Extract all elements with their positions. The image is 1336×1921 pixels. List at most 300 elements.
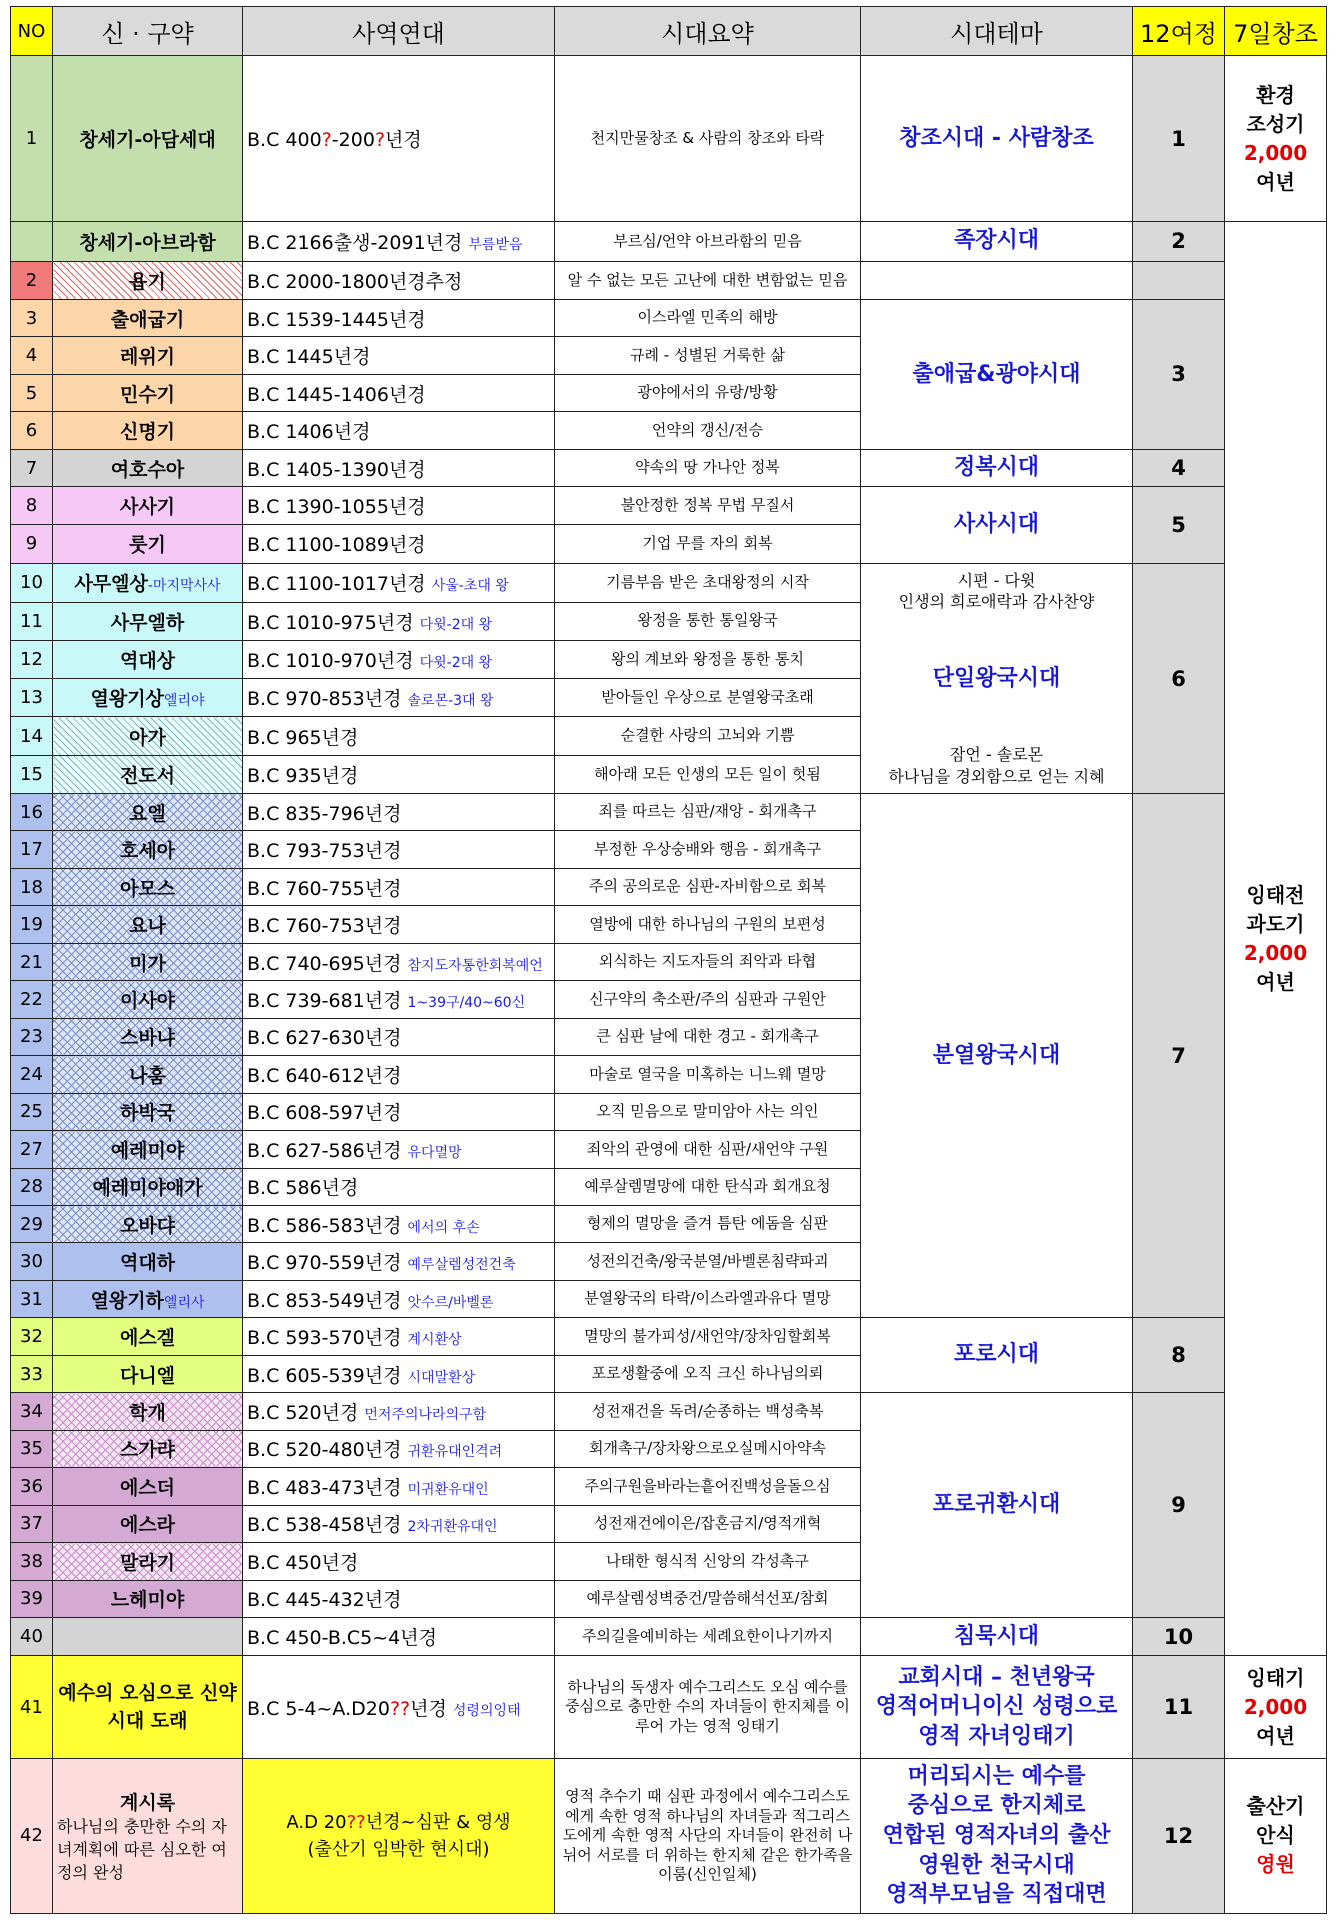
table-row: [11, 300, 1327, 337]
date-text: B.C 1539-1445년경: [247, 308, 426, 331]
table-row: [11, 794, 1327, 831]
summary-cell: 불안정한 정복 무법 무질서: [555, 487, 861, 524]
creation-birth-3: 영원: [1256, 1852, 1295, 1877]
date-text: B.C 1010-975년경: [247, 611, 414, 634]
book-name: 열왕기하: [90, 1289, 164, 1312]
book-cell: [53, 1758, 243, 1913]
summary-cell: 하나님의 독생자 예수그리스도 오심 예수를 중심으로 충만한 수의 자녀들이 한지체를 이루어 가는 영적 잉태기: [555, 1656, 861, 1758]
row-number: 30: [11, 1243, 53, 1280]
book-name: 룻기: [129, 534, 166, 557]
date-text: B.C 608-597년경: [247, 1102, 402, 1125]
book-cell: [53, 1355, 243, 1392]
date-cell: [243, 1580, 555, 1617]
book-cell: [53, 449, 243, 486]
book-cell: [53, 300, 243, 337]
header-row: [11, 7, 1327, 56]
creation-pre-2: 과도기: [1246, 911, 1305, 936]
creation-cell: [1225, 222, 1327, 1656]
creation-preg-1: 잉태기: [1246, 1665, 1305, 1690]
date-text: B.C 450년경: [247, 1551, 359, 1574]
date-text: B.C 627-630년경: [247, 1027, 402, 1050]
date-note: 다윗-2대 왕: [419, 616, 493, 633]
book-cell: [53, 1656, 243, 1758]
date-cell: [243, 374, 555, 411]
book-name: 에스더: [119, 1476, 176, 1499]
book-name: 예레미야애가: [92, 1177, 203, 1200]
date-cell: [243, 602, 555, 640]
book-name: 말라기: [119, 1551, 176, 1574]
date-text: B.C 970-559년경: [247, 1252, 402, 1275]
date-cell: [243, 222, 555, 261]
book-cell: [53, 374, 243, 411]
book-name: 오바댜: [119, 1214, 176, 1237]
theme-creation: 창조시대 - 사람창조: [899, 125, 1094, 151]
theme-silence: 침묵시대: [953, 1623, 1039, 1649]
date-cell: [243, 1318, 555, 1355]
book-cell: [53, 1018, 243, 1055]
date-cell: [243, 524, 555, 563]
book-cell: [53, 524, 243, 563]
header-summary: 시대요약: [555, 7, 861, 56]
book-name: 신명기: [119, 421, 176, 444]
date-text-2: (출산기 임박한 현시대): [307, 1838, 490, 1860]
journey-cell: 1: [1133, 56, 1225, 222]
book-cell: [53, 1393, 243, 1430]
theme-return: 포로귀환시대: [932, 1492, 1061, 1518]
summary-cell: 성전의건축/왕국분열/바벨론침략파괴: [555, 1243, 861, 1280]
theme-cell: [861, 564, 1133, 794]
date-text: B.C 2000-1800년경추정: [247, 270, 463, 293]
date-text: B.C 640-612년경: [247, 1064, 402, 1087]
book-name: 아가: [129, 726, 166, 749]
summary-cell: 기업 무를 자의 회복: [555, 524, 861, 563]
book-name: 학개: [129, 1401, 166, 1424]
row-number: 6: [11, 412, 53, 449]
book-cell: [53, 717, 243, 755]
summary-cell: 부정한 우상숭배와 행음 - 회개촉구: [555, 831, 861, 868]
book-cell: [53, 1505, 243, 1542]
book-name: 느헤미야: [110, 1589, 185, 1612]
summary-cell: 해아래 모든 인생의 모든 일이 헛됨: [555, 755, 861, 793]
book-cell: [53, 1543, 243, 1580]
book-cell: [53, 1617, 243, 1655]
theme-psalms-desc: 인생의 희로애락과 감사찬양: [898, 592, 1095, 612]
journey-cell: 8: [1133, 1318, 1225, 1393]
book-name: 역대하: [119, 1252, 176, 1275]
date-text: B.C 1100-1089년경: [247, 534, 426, 557]
date-cell: [243, 906, 555, 943]
theme-cell: [861, 1758, 1133, 1913]
date-cell: [243, 449, 555, 486]
book-name: 예수의 오심으로 신약시대 도래: [58, 1681, 237, 1733]
theme-cell: [861, 261, 1133, 299]
date-text: B.C 627-586년경: [247, 1139, 402, 1162]
table-row: [11, 1318, 1327, 1355]
theme-psalms: 시편 - 다윗: [957, 570, 1036, 590]
summary-cell: 순결한 사랑의 고뇌와 기쁨: [555, 717, 861, 755]
date-text: B.C 593-570년경: [247, 1327, 402, 1350]
date-text: B.C 400?-200?년경: [247, 129, 422, 152]
row-number: 29: [11, 1206, 53, 1243]
date-cell: [243, 1468, 555, 1505]
date-text: B.C 450-B.C5~4년경: [247, 1627, 437, 1650]
book-cell: [53, 1206, 243, 1243]
date-cell: [243, 1656, 555, 1758]
row-number: 33: [11, 1355, 53, 1392]
theme-church-2: 영적어머니이신 성령으로: [875, 1694, 1118, 1720]
summary-cell: 큰 심판 날에 대한 경고 - 회개촉구: [555, 1018, 861, 1055]
summary-cell: 멸망의 불가피성/새언약/장차임할회복: [555, 1318, 861, 1355]
date-cell: [243, 1243, 555, 1280]
row-number: 38: [11, 1543, 53, 1580]
summary-cell: 왕정을 통한 통일왕국: [555, 602, 861, 640]
date-text: B.C 483-473년경: [247, 1476, 402, 1499]
theme-final-1: 머리되시는 예수를: [907, 1763, 1086, 1789]
creation-preg-suffix: 여년: [1256, 1723, 1295, 1748]
row-number: [11, 222, 53, 261]
creation-env-years: 2,000: [1243, 140, 1308, 165]
book-name: 창세기-아브라함: [79, 231, 216, 254]
book-cell: [53, 1131, 243, 1168]
journey-cell: 3: [1133, 300, 1225, 450]
date-cell: [243, 1018, 555, 1055]
summary-cell: 죄악의 관영에 대한 심판/새언약 구원: [555, 1131, 861, 1168]
creation-pre-years: 2,000: [1243, 940, 1308, 965]
summary-cell: 알 수 없는 모든 고난에 대한 변함없는 믿음: [555, 261, 861, 299]
date-note: 앗수르/바벨론: [407, 1294, 494, 1311]
date-text: B.C 740-695년경: [247, 952, 402, 975]
date-note: 사울-초대 왕: [431, 578, 509, 595]
header-theme: 시대테마: [861, 7, 1133, 56]
theme-church-3: 영적 자녀잉태기: [918, 1723, 1075, 1749]
row-number: 9: [11, 524, 53, 563]
theme-cell: [861, 222, 1133, 261]
date-note: 부름받음: [468, 236, 523, 253]
creation-cell: [1225, 56, 1327, 222]
book-cell: [53, 1318, 243, 1355]
row-number: 14: [11, 717, 53, 755]
book-name: 요엘: [129, 802, 166, 825]
journey-cell: 6: [1133, 564, 1225, 794]
date-text: B.C 1445-1406년경: [247, 383, 426, 406]
book-description: 하나님의 충만한 수의 자녀계획에 따른 심오한 여정의 완성: [57, 1816, 227, 1882]
date-text: B.C 970-853년경: [247, 688, 402, 711]
row-number: 18: [11, 868, 53, 905]
date-cell: [243, 1617, 555, 1655]
book-name: 스가랴: [119, 1439, 176, 1462]
theme-cell: [861, 794, 1133, 1318]
date-text: B.C 520-480년경: [247, 1439, 402, 1462]
summary-cell: 분열왕국의 타락/이스라엘과유다 멸망: [555, 1280, 861, 1317]
date-note: 성령의잉태: [452, 1702, 521, 1719]
summary-cell: 열방에 대한 하나님의 구원의 보편성: [555, 906, 861, 943]
theme-patriarch: 족장시대: [953, 228, 1039, 254]
summary-cell: 예루살렘성벽중건/말씀해석선포/참회: [555, 1580, 861, 1617]
date-text: B.C 586-583년경: [247, 1214, 402, 1237]
book-name: 다니엘: [119, 1364, 176, 1387]
theme-cell: [861, 1656, 1133, 1758]
date-text: B.C 1390-1055년경: [247, 495, 426, 518]
row-number: 2: [11, 261, 53, 299]
date-cell: [243, 1131, 555, 1168]
date-cell: [243, 1543, 555, 1580]
book-name: 에스라: [119, 1514, 176, 1537]
book-name: 욥기: [129, 270, 166, 293]
row-number: 37: [11, 1505, 53, 1542]
date-cell: [243, 337, 555, 374]
date-cell: [243, 261, 555, 299]
book-cell: [53, 981, 243, 1018]
date-cell: [243, 1758, 555, 1913]
date-text: B.C 853-549년경: [247, 1289, 402, 1312]
creation-env-1: 환경: [1256, 82, 1295, 107]
date-cell: [243, 412, 555, 449]
book-subtitle: 엘리야: [163, 693, 205, 710]
table-row: [11, 1758, 1327, 1913]
summary-cell: 성전재건을 독려/순종하는 백성축복: [555, 1393, 861, 1430]
date-cell: [243, 1430, 555, 1467]
book-name: 창세기-아담세대: [79, 129, 216, 152]
book-cell: [53, 755, 243, 793]
book-name: 에스겔: [119, 1327, 176, 1350]
summary-cell: 주의 공의로운 심판-자비함으로 회복: [555, 868, 861, 905]
row-number: 40: [11, 1617, 53, 1655]
row-number: 10: [11, 564, 53, 602]
theme-judges: 사사시대: [953, 512, 1039, 538]
date-note: 귀환유대인격려: [407, 1444, 503, 1461]
book-cell: [53, 412, 243, 449]
row-number: 8: [11, 487, 53, 524]
theme-church-1: 교회시대 – 천년왕국: [898, 1664, 1095, 1690]
date-cell: [243, 943, 555, 980]
book-cell: [53, 1093, 243, 1130]
date-note: 예루살렘성전건축: [407, 1257, 516, 1274]
date-cell: [243, 1505, 555, 1542]
book-cell: [53, 1430, 243, 1467]
row-number: 7: [11, 449, 53, 486]
date-text: B.C 1405-1390년경: [247, 458, 426, 481]
date-text: B.C 586년경: [247, 1177, 359, 1200]
date-text: B.C 935년경: [247, 764, 359, 787]
theme-cell: [861, 449, 1133, 486]
book-name: 호세아: [119, 840, 176, 863]
date-cell: [243, 1093, 555, 1130]
creation-pre-suffix: 여년: [1256, 969, 1295, 994]
creation-birth-2: 안식: [1256, 1823, 1295, 1848]
creation-birth-1: 출산기: [1246, 1794, 1305, 1819]
theme-proverbs-desc: 하나님을 경외함으로 얻는 지혜: [888, 767, 1105, 787]
journey-cell: 9: [1133, 1393, 1225, 1618]
table-row: [11, 56, 1327, 222]
date-text: B.C 2166출생-2091년경: [247, 231, 463, 254]
theme-final-5: 영적부모님을 직접대면: [886, 1882, 1107, 1908]
header-period: 사역연대: [243, 7, 555, 56]
book-cell: [53, 261, 243, 299]
row-number: 23: [11, 1018, 53, 1055]
book-cell: [53, 1468, 243, 1505]
summary-cell: 이스라엘 민족의 해방: [555, 300, 861, 337]
theme-cell: [861, 300, 1133, 450]
theme-divided: 분열왕국시대: [932, 1042, 1061, 1068]
table-row: [11, 1617, 1327, 1655]
row-number: 22: [11, 981, 53, 1018]
date-cell: [243, 981, 555, 1018]
row-number: 12: [11, 640, 53, 678]
book-name: 나훔: [129, 1064, 166, 1087]
book-name: 민수기: [119, 383, 176, 406]
book-cell: [53, 943, 243, 980]
date-cell: [243, 1168, 555, 1205]
summary-cell: 마술로 열국을 미혹하는 니느웨 멸망: [555, 1056, 861, 1093]
date-cell: [243, 640, 555, 678]
theme-proverbs: 잠언 - 솔로몬: [949, 745, 1044, 765]
row-number: 27: [11, 1131, 53, 1168]
book-name: 이사야: [119, 990, 176, 1012]
book-name: 전도서: [119, 764, 176, 787]
book-name: 여호수아: [110, 458, 185, 481]
book-name: 미가: [129, 952, 166, 975]
theme-final-3: 연합된 영적자녀의 출산: [882, 1823, 1111, 1849]
theme-final-2: 중심으로 한지체로: [907, 1793, 1086, 1819]
book-cell: [53, 564, 243, 602]
date-note: 미귀환유대인: [407, 1481, 489, 1498]
row-number: 21: [11, 943, 53, 980]
date-note: 2차귀환유대인: [407, 1519, 498, 1536]
row-number: 35: [11, 1430, 53, 1467]
table-row: [11, 1656, 1327, 1758]
theme-cell: [861, 487, 1133, 564]
date-cell: [243, 1056, 555, 1093]
journey-cell: 4: [1133, 449, 1225, 486]
book-cell: [53, 56, 243, 222]
book-cell: [53, 640, 243, 678]
date-cell: [243, 1280, 555, 1317]
theme-cell: [861, 1318, 1133, 1393]
summary-cell: 천지만물창조 & 사람의 창조와 타락: [555, 56, 861, 222]
bible-timeline-table: [10, 6, 1327, 1914]
book-cell: [53, 487, 243, 524]
journey-cell: 12: [1133, 1758, 1225, 1913]
book-cell: [53, 679, 243, 717]
theme-cell: [861, 1393, 1133, 1618]
date-text: B.C 605-539년경: [247, 1364, 402, 1387]
theme-cell: [861, 1617, 1133, 1655]
row-number: 31: [11, 1280, 53, 1317]
date-cell: [243, 300, 555, 337]
date-text: B.C 965년경: [247, 726, 359, 749]
header-journey: 12여정: [1133, 7, 1225, 56]
book-name: 계시록: [119, 1791, 176, 1814]
date-cell: [243, 56, 555, 222]
row-number: 15: [11, 755, 53, 793]
book-cell: [53, 868, 243, 905]
date-cell: [243, 831, 555, 868]
book-cell: [53, 831, 243, 868]
date-cell: [243, 1206, 555, 1243]
date-cell: [243, 487, 555, 524]
book-cell: [53, 222, 243, 261]
creation-cell: [1225, 1656, 1327, 1758]
journey-cell: 11: [1133, 1656, 1225, 1758]
book-cell: [53, 1168, 243, 1205]
row-number: 5: [11, 374, 53, 411]
table-row: [11, 564, 1327, 602]
book-subtitle: -마지막사사: [147, 578, 221, 595]
theme-final-4: 영원한 천국시대: [918, 1852, 1075, 1878]
book-cell: [53, 1580, 243, 1617]
summary-cell: 기름부음 받은 초대왕정의 시작: [555, 564, 861, 602]
summary-cell: 규례 - 성별된 거룩한 삶: [555, 337, 861, 374]
book-subtitle: 엘리사: [163, 1294, 205, 1311]
summary-cell: 죄를 따르는 심판/재앙 - 회개촉구: [555, 794, 861, 831]
date-text: B.C 520년경: [247, 1401, 359, 1424]
date-text: B.C 760-755년경: [247, 877, 402, 900]
date-note: 시대말환상: [407, 1369, 476, 1386]
book-cell: [53, 337, 243, 374]
table-row: [11, 1393, 1327, 1430]
date-text: B.C 1445년경: [247, 346, 371, 369]
date-text: B.C 1010-970년경: [247, 649, 414, 672]
summary-cell: 주의길을예비하는 세례요한이나기까지: [555, 1617, 861, 1655]
summary-cell: 언약의 갱신/전승: [555, 412, 861, 449]
table-body: [11, 56, 1327, 1914]
summary-cell: 주의구원을바라는흩어진백성을돌으심: [555, 1468, 861, 1505]
creation-env-2: 조성기: [1246, 111, 1305, 136]
date-note: 계시환상: [407, 1332, 462, 1349]
date-text: B.C 445-432년경: [247, 1589, 402, 1612]
row-number: 16: [11, 794, 53, 831]
summary-cell: 신구약의 축소판/주의 심판과 구원안: [555, 981, 861, 1018]
summary-cell: 약속의 땅 가나안 정복: [555, 449, 861, 486]
date-note: 1~39구/40~60신: [407, 995, 526, 1011]
theme-cell: [861, 56, 1133, 222]
date-text: B.C 835-796년경: [247, 802, 402, 825]
summary-cell: 회개촉구/장차왕으로오실메시아약속: [555, 1430, 861, 1467]
row-number: 11: [11, 602, 53, 640]
date-cell: [243, 717, 555, 755]
book-name: 사사기: [119, 495, 176, 518]
row-number: 41: [11, 1656, 53, 1758]
row-number: 17: [11, 831, 53, 868]
book-name: 사무엘상: [74, 573, 148, 596]
date-text: B.C 793-753년경: [247, 840, 402, 863]
summary-cell: 성전재건에이은/잡혼금지/영적개혁: [555, 1505, 861, 1542]
summary-cell: 부르심/언약 아브라함의 믿음: [555, 222, 861, 261]
header-no: NO: [11, 7, 53, 56]
row-number: 3: [11, 300, 53, 337]
book-cell: [53, 794, 243, 831]
summary-cell: 외식하는 지도자들의 죄악과 타협: [555, 943, 861, 980]
theme-conquest: 정복시대: [953, 455, 1039, 481]
summary-cell: 포로생활중에 오직 크신 하나님의뢰: [555, 1355, 861, 1392]
summary-cell: 형제의 멸망을 즐겨 틈탄 에돔을 심판: [555, 1206, 861, 1243]
creation-pre-1: 잉태전: [1246, 882, 1305, 907]
table-row: [11, 487, 1327, 524]
row-number: 13: [11, 679, 53, 717]
date-cell: [243, 794, 555, 831]
header-book: 신 · 구약: [53, 7, 243, 56]
summary-cell: 받아들인 우상으로 분열왕국초래: [555, 679, 861, 717]
row-number: 42: [11, 1758, 53, 1913]
summary-cell: 왕의 계보와 왕정을 통한 통치: [555, 640, 861, 678]
theme-exodus: 출애굽&광야시대: [912, 361, 1081, 387]
book-cell: [53, 906, 243, 943]
summary-cell: 오직 믿음으로 말미암아 사는 의인: [555, 1093, 861, 1130]
date-cell: [243, 679, 555, 717]
date-text: B.C 739-681년경: [247, 990, 402, 1012]
date-cell: [243, 1355, 555, 1392]
book-name: 사무엘하: [110, 611, 185, 634]
